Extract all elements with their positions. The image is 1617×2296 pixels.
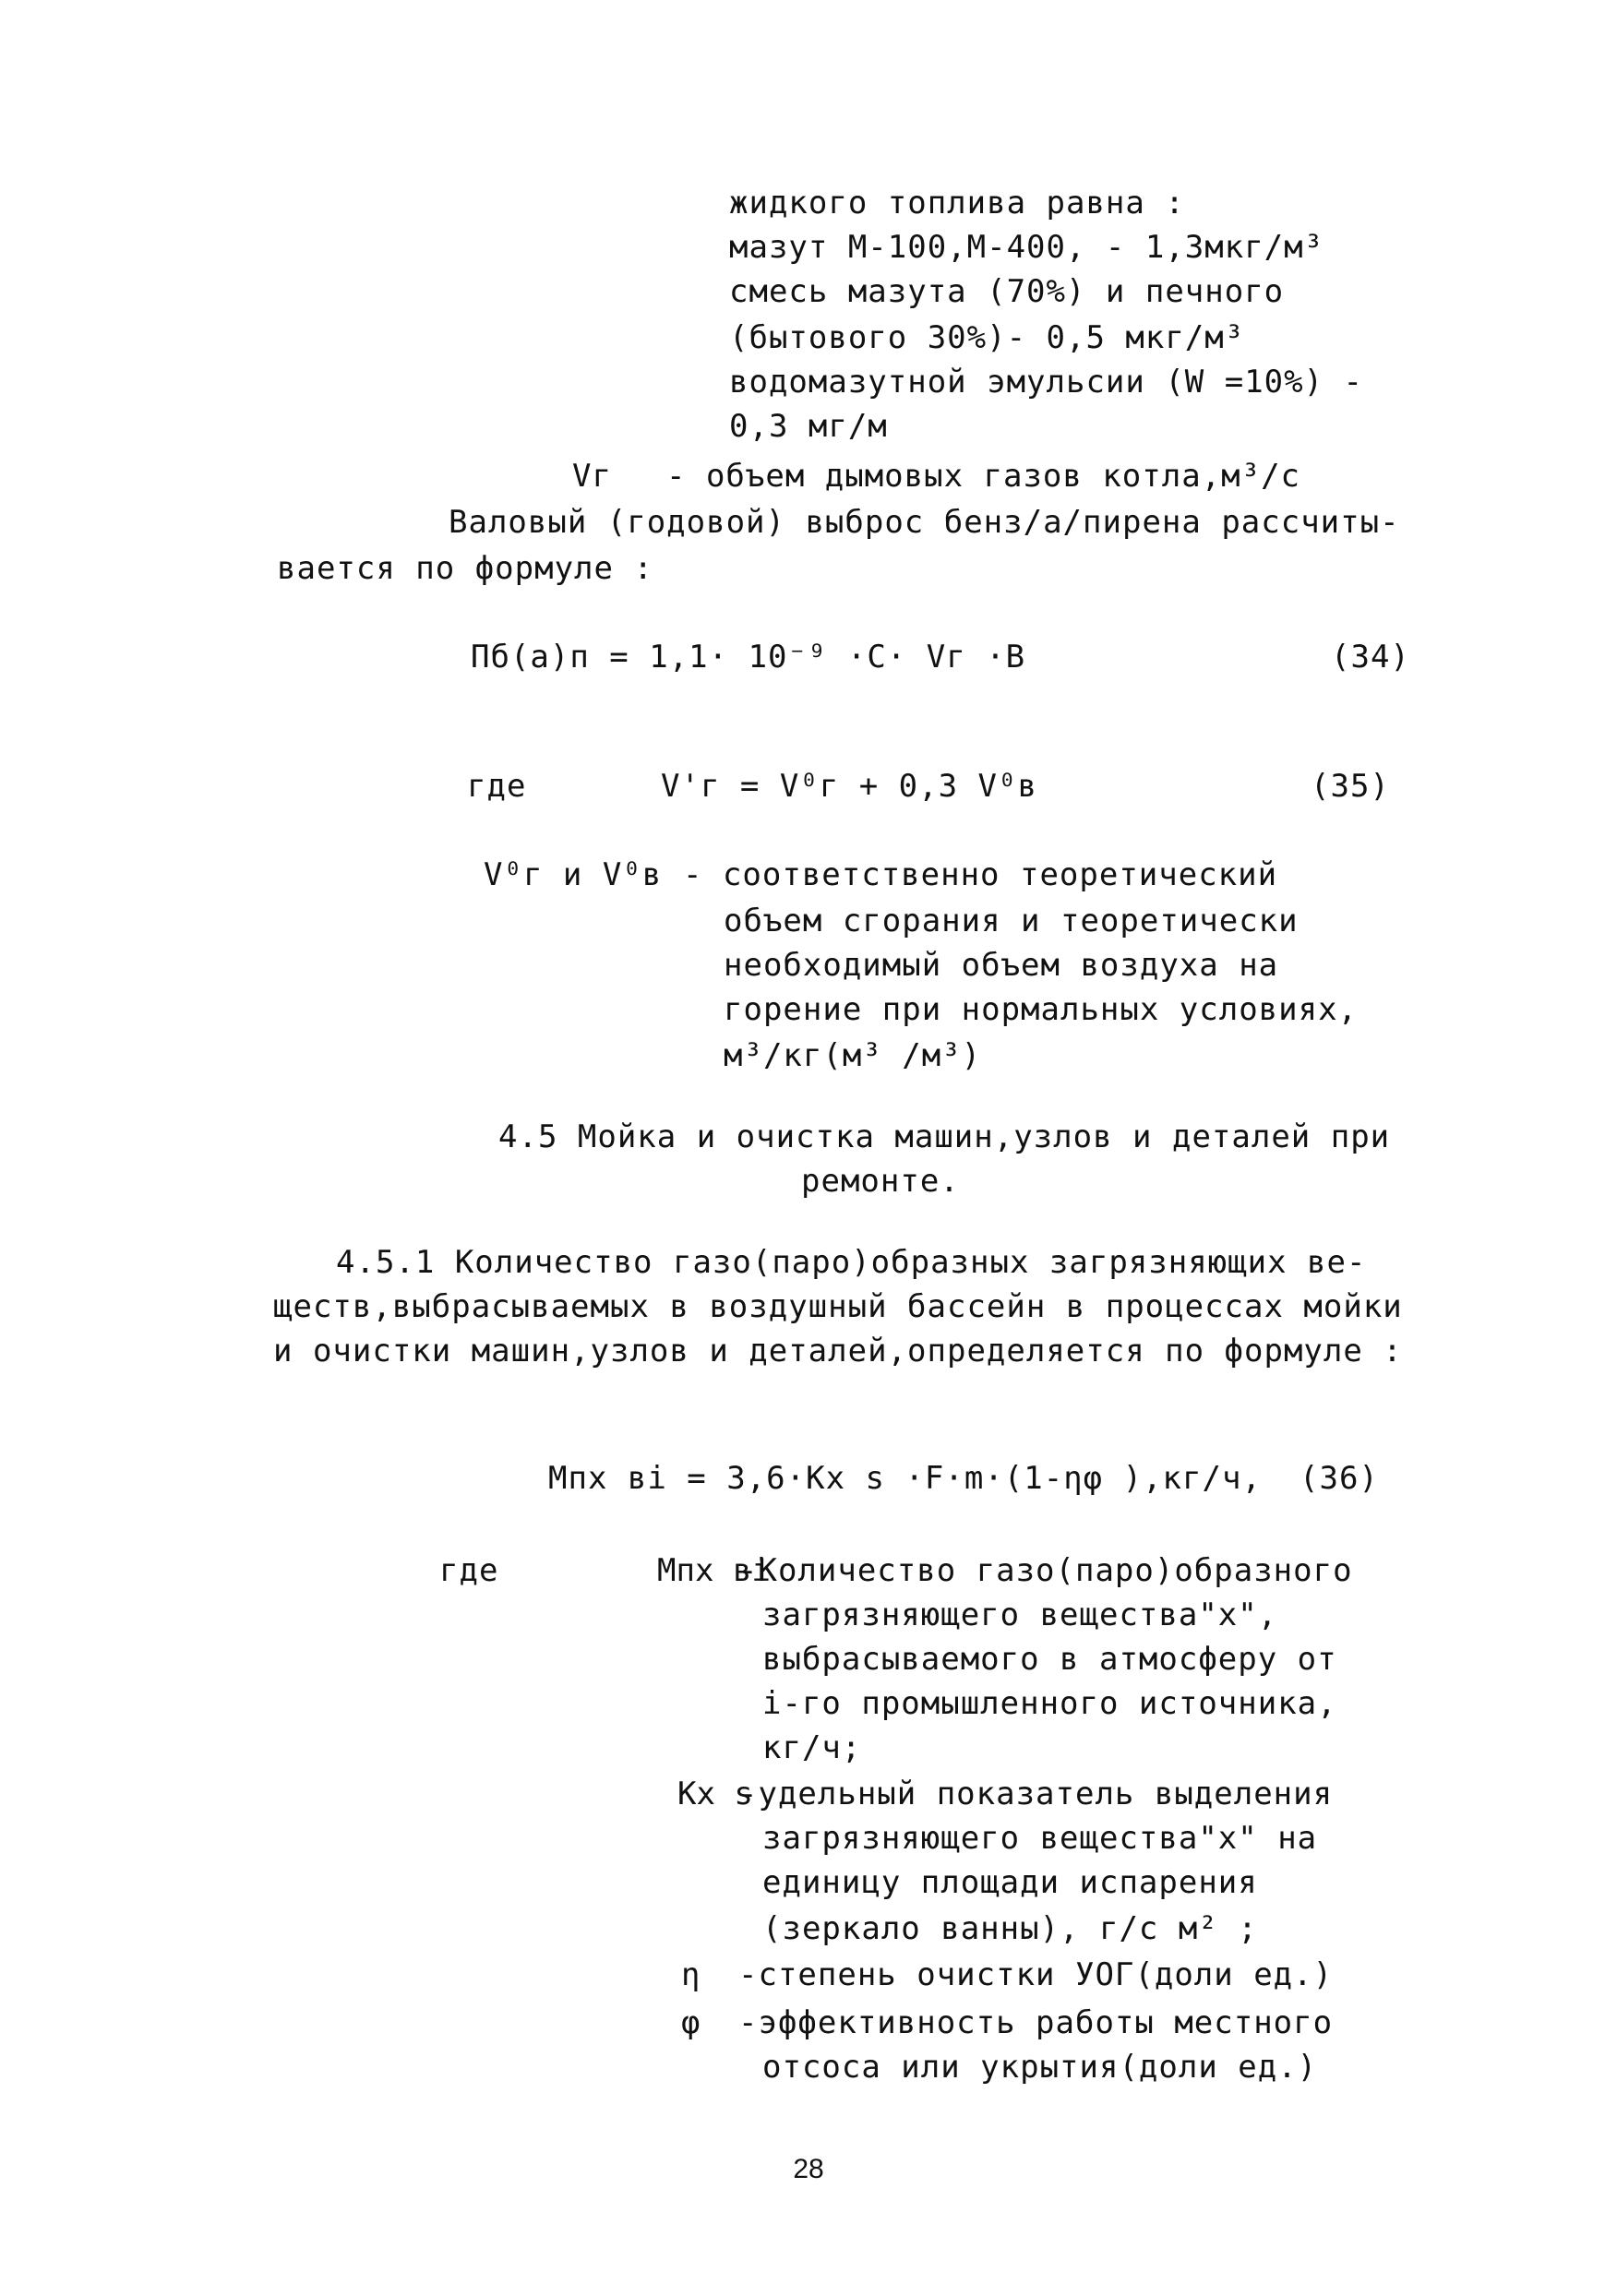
v-definition-line: горение при нормальных условиях, [724,991,1359,1028]
fuel-line: смесь мазута (70%) и печного [729,273,1285,310]
fuel-line: мазут М-100,М-400, - 1,3мкг/м³ [729,229,1324,266]
gross-emission-intro-cont: вается по формуле : [277,550,653,587]
def-line: -степень очистки УОГ(доли ед.) [738,1956,1334,1993]
fuel-line: 0,3 мг/м [729,408,888,445]
gross-emission-intro: Валовый (годовой) выброс бенз/а/пирена рассчиты- [449,504,1400,541]
page-number: 28 [793,2154,824,2184]
def-symbol: η [681,1956,701,1993]
def-line: выбрасываемого в атмосферу от [762,1641,1337,1678]
def-line: -удельный показатель выделения [738,1776,1334,1812]
v-definition-line: - соответственно теоретический [683,856,1278,893]
def-line: -Количество газо(паро)образного [738,1552,1353,1589]
where-label: где [467,768,527,805]
def-line: i-го промышленного источника, [762,1685,1337,1722]
fuel-line: (бытового 30%)- 0,5 мкг/м³ [729,319,1245,356]
def-line: загрязняющего вещества"х" на [762,1820,1318,1857]
paragraph-line: и очистки машин,узлов и деталей,определяется по формуле : [273,1333,1403,1369]
where-label-2: где [439,1552,499,1589]
def-line: (зеркало ванны), г/с м² ; [762,1910,1258,1947]
def-symbol: Мпх вi [657,1552,771,1589]
formula-35-number: (35) [1311,768,1390,805]
def-line: кг/ч; [762,1729,862,1766]
def-line: единицу площади испарения [762,1864,1258,1901]
formula-35: V'г = V⁰г + 0,3 V⁰в [661,768,1037,805]
vr-description: - объем дымовых газов котла,м³/с [666,458,1301,495]
def-line: -эффективность работы местного [738,2004,1334,2041]
paragraph-line: 4.5.1 Количество газо(паро)образных загрязняющих ве- [336,1244,1367,1281]
v-definition-line: объем сгорания и теоретически [724,903,1299,939]
formula-34-number: (34) [1331,639,1410,676]
def-line: отсоса или укрытия(доли ед.) [762,2049,1318,2086]
def-symbol: φ [681,2004,701,2041]
paragraph-line: ществ,выбрасываемых в воздушный бассейн в процессах мойки [273,1288,1403,1325]
formula-34: Пб(а)п = 1,1· 10⁻⁹ ·С· Vг ·В [471,639,1026,676]
fuel-line: водомазутной эмульсии (W =10%) - [729,364,1364,401]
formula-36: Мпх вi = 3,6·Кх s ·F·m·(1-ηφ ),кг/ч, [548,1460,1262,1497]
v-definition-line: м³/кг(м³ /м³) [724,1037,982,1074]
v-definition-line: необходимый объем воздуха на [724,947,1279,984]
v-terms: V⁰г и V⁰в [484,856,663,893]
fuel-line: жидкого топлива равна : [729,185,1185,221]
formula-36-number: (36) [1300,1460,1379,1497]
section-title-cont: ремонте. [801,1163,960,1200]
def-line: загрязняющего вещества"х", [762,1596,1278,1633]
section-title: 4.5 Мойка и очистка машин,узлов и деталей при [498,1118,1391,1155]
vr-symbol: Vг [572,458,612,495]
def-symbol: Кх s [677,1776,753,1812]
